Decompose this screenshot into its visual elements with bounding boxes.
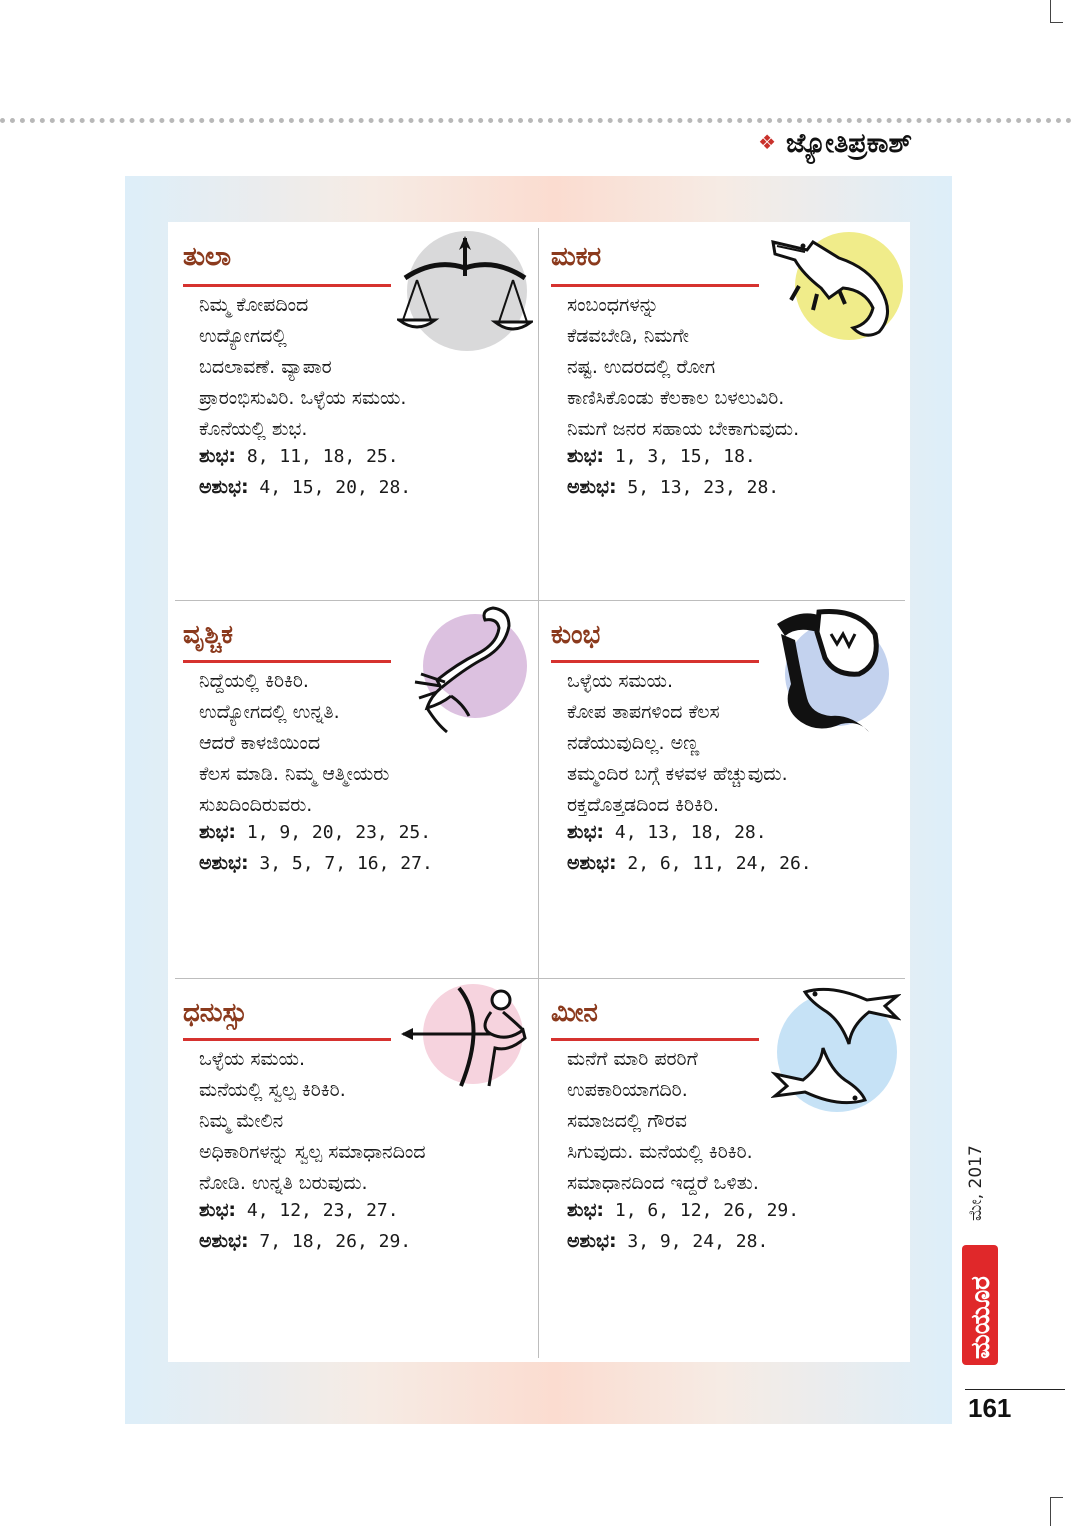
lucky-dates (199, 817, 431, 848)
section-heading (758, 128, 912, 160)
prediction-line: ಪ್ರಾರಂಭಿಸುವಿರಿ. ಒಳ್ಳೆಯ ಸಮಯ. (199, 387, 407, 409)
prediction-line: ಕೆಲಸ ಮಾಡಿ. ನಿಮ್ಮ ಆತ್ಮೀಯರು (199, 763, 390, 785)
prediction-line: ಕಾಣಿಸಿಕೊಂಡು ಕೆಲಕಾಲ ಬಳಲುವಿರಿ. (567, 387, 785, 409)
lucky-label: ಶುಭ: (199, 445, 237, 467)
unlucky-values: 3, 5, 7, 16, 27. (259, 853, 433, 874)
prediction-line: ಕೋಪ ತಾಪಗಳಿಂದ ಕೆಲಸ (567, 701, 720, 723)
unlucky-values: 4, 15, 20, 28. (259, 477, 412, 498)
pisces-fish-icon (771, 982, 901, 1116)
lucky-label: ಶುಭ: (199, 1199, 237, 1221)
crop-mark-top (1050, 0, 1063, 23)
prediction-line: ಸಿಗುವುದು. ಮನೆಯಲ್ಲಿ ಕಿರಿಕಿರಿ. (567, 1141, 753, 1163)
sign-card-capricorn (551, 228, 903, 598)
prediction-line: ಒಳ್ಳೆಯ ಸಮಯ. (567, 670, 673, 692)
unlucky-dates (567, 472, 779, 503)
prediction-text (199, 1044, 426, 1199)
unlucky-label: ಅಶುಭ: (199, 476, 249, 498)
unlucky-values: 3, 9, 24, 28. (627, 1231, 769, 1252)
unlucky-label: ಅಶುಭ: (199, 1230, 249, 1252)
sign-card-scorpio (183, 604, 533, 974)
sign-card-pisces (551, 982, 903, 1357)
sign-card-libra (183, 228, 533, 598)
prediction-line: ಬದಲಾವಣೆ. ವ್ಯಾಪಾರ (199, 356, 332, 378)
lucky-values: 1, 6, 12, 26, 29. (614, 1200, 800, 1221)
row-divider (175, 600, 905, 601)
prediction-line: ಉದ್ಯೋಗದಲ್ಲಿ ಉನ್ನತಿ. (199, 701, 340, 723)
prediction-text (199, 666, 389, 821)
unlucky-label: ಅಶುಭ: (567, 1230, 617, 1252)
unlucky-dates (199, 1226, 411, 1257)
unlucky-dates (199, 472, 411, 503)
lucky-label: ಶುಭ: (199, 821, 237, 843)
prediction-line: ಉಪಕಾರಿಯಾಗದಿರಿ. (567, 1079, 688, 1101)
sign-title-rule (183, 660, 391, 663)
prediction-line: ನಡೆಯುವುದಿಲ್ಲ. ಅಣ್ಣ (567, 732, 700, 754)
sign-title-rule (551, 1038, 759, 1041)
prediction-line: ಆದರೆ ಕಾಳಜಿಯಿಂದ (199, 732, 321, 754)
sign-card-sagittarius (183, 982, 533, 1357)
sign-name: ವೃಶ್ಚಿಕ (183, 620, 233, 650)
unlucky-label: ಅಶುಭ: (567, 852, 617, 874)
sign-name: ಕುಂಭ (551, 620, 601, 650)
scorpio-scorpion-icon (401, 604, 527, 738)
lucky-values: 1, 3, 15, 18. (614, 446, 756, 467)
prediction-line: ಮನೆಯಲ್ಲಿ ಸ್ವಲ್ಪ ಕಿರಿಕಿರಿ. (199, 1079, 346, 1101)
lucky-label: ಶುಭ: (567, 445, 605, 467)
sign-title-rule (551, 284, 759, 287)
sign-title-rule (183, 284, 391, 287)
issue-date-text: ಮೇ, 2017 (966, 1145, 986, 1221)
lucky-dates (199, 441, 399, 472)
prediction-line: ಅಧಿಕಾರಿಗಳನ್ನು ಸ್ವಲ್ಪ ಸಮಾಧಾನದಿಂದ (199, 1141, 426, 1163)
prediction-line: ನಿಮಗೆ ಜನರ ಸಹಾಯ ಬೇಕಾಗುವುದು. (567, 418, 800, 440)
lucky-dates (199, 1195, 399, 1226)
prediction-line: ತಮ್ಮಂದಿರ ಬಗ್ಗೆ ಕಳವಳ ಹೆಚ್ಚುವುದು. (567, 763, 788, 785)
lucky-values: 8, 11, 18, 25. (246, 446, 399, 467)
unlucky-label: ಅಶುಭ: (199, 852, 249, 874)
row-divider (175, 978, 905, 979)
sign-card-aquarius (551, 604, 903, 974)
sign-name: ಧನುಸ್ಸು (183, 998, 248, 1028)
magazine-logo (962, 1245, 998, 1365)
sign-name: ತುಲಾ (183, 242, 232, 272)
crop-mark-bottom (1050, 1497, 1063, 1526)
prediction-line: ಸುಖದಿಂದಿರುವರು. (199, 794, 313, 816)
prediction-line: ರಕ್ತದೊತ್ತಡದಿಂದ ಕಿರಿಕಿರಿ. (567, 794, 720, 816)
lucky-label: ಶುಭ: (567, 821, 605, 843)
lucky-values: 4, 13, 18, 28. (614, 822, 767, 843)
unlucky-label: ಅಶುಭ: (567, 476, 617, 498)
aquarius-water-pot-icon (771, 604, 895, 740)
prediction-line: ನಿಮ್ಮ ಕೋಪದಿಂದ (199, 294, 309, 316)
lucky-label: ಶುಭ: (567, 1199, 605, 1221)
prediction-line: ಮನೆಗೆ ಮಾರಿ ಪರರಿಗೆ (567, 1048, 698, 1070)
sign-title-rule (183, 1038, 391, 1041)
prediction-line: ನಷ್ಟ. ಉದರದಲ್ಲಿ ರೋಗ (567, 356, 716, 378)
lucky-dates (567, 1195, 799, 1226)
prediction-text (567, 290, 799, 445)
unlucky-values: 2, 6, 11, 24, 26. (627, 853, 812, 874)
page-number-rule (965, 1389, 1065, 1390)
unlucky-values: 7, 18, 26, 29. (259, 1231, 412, 1252)
prediction-text (199, 290, 406, 445)
prediction-line: ನಿಮ್ಮ ಮೇಲಿನ (199, 1110, 284, 1132)
page-number: 161 (968, 1393, 1012, 1423)
prediction-line: ಒಳ್ಳೆಯ ಸಮಯ. (199, 1048, 305, 1070)
prediction-line: ಸಂಬಂಧಗಳನ್ನು (567, 294, 659, 316)
section-title: ಜ್ಯೋತಿಪ್ರಕಾಶ್ (786, 128, 912, 159)
lucky-values: 4, 12, 23, 27. (246, 1200, 399, 1221)
issue-date (962, 1135, 990, 1225)
lucky-dates (567, 441, 756, 472)
lucky-dates (567, 817, 767, 848)
prediction-line: ನಿದ್ದೆಯಲ್ಲಿ ಕಿರಿಕಿರಿ. (199, 670, 309, 692)
unlucky-values: 5, 13, 23, 28. (627, 477, 780, 498)
prediction-text (567, 666, 788, 821)
sign-name: ಮೀನ (551, 998, 598, 1028)
prediction-line: ಸಮಾಧಾನದಿಂದ ಇದ್ದರೆ ಒಳಿತು. (567, 1172, 759, 1194)
lucky-values: 1, 9, 20, 23, 25. (246, 822, 432, 843)
prediction-text (567, 1044, 759, 1199)
magazine-logo-text: ಮಯೂರ (966, 1276, 996, 1359)
prediction-line: ಸಮಾಜದಲ್ಲಿ ಗೌರವ (567, 1110, 687, 1132)
diamond-bullet-icon: ❖ (758, 130, 777, 154)
unlucky-dates (567, 848, 812, 879)
prediction-line: ಉದ್ಯೋಗದಲ್ಲಿ (199, 325, 287, 347)
prediction-line: ಕೆಡವಬೇಡಿ, ನಿಮಗೇ (567, 325, 690, 347)
header-dotted-rule (0, 118, 1072, 123)
unlucky-dates (199, 848, 433, 879)
prediction-line: ಕೊನೆಯಲ್ಲಿ ಶುಭ. (199, 418, 308, 440)
sign-name: ಮಕರ (551, 242, 602, 272)
libra-scales-icon (397, 228, 533, 354)
unlucky-dates (567, 1226, 768, 1257)
prediction-line: ನೋಡಿ. ಉನ್ನತಿ ಬರುವುದು. (199, 1172, 368, 1194)
sign-title-rule (551, 660, 759, 663)
column-divider (538, 228, 539, 1358)
